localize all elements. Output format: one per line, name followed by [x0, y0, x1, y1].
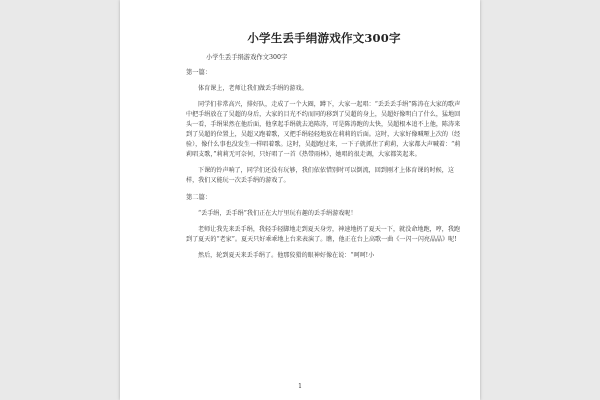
page-number: 1	[298, 383, 302, 390]
paragraph: 然后，轮到夏天来丢手绢了。他那狡猾的眼神好像在说：“呵呵!小	[198, 252, 375, 259]
paragraph: 体育课上，老师让我们做丢手绢的游戏。	[198, 85, 308, 92]
document-content	[186, 30, 462, 267]
document-subtitle: 小学生丢手绢游戏作文300字	[206, 54, 288, 61]
paragraph: 同学们非常高兴，排好队，走成了一个大圈，蹲下，大家一起唱：“丢丢丢手绢”陈涛在大家的歌声中把手绢放在了吴超的身后，大家的目光不约而同的移到了吴超的身上，吴超好像明白了什么，猛地回头一看，手绢果然在他后面，他拿起手绢就去追陈涛，可是陈涛跑的太快，吴超根本追不上他，陈涛来到了吴超的位置上，吴超又跑着歌，又把手绢轻轻地放在莉莉的后面。这时，大家好像喊哑上次的（经验），像什么事也没发生一样唱着歌。这时，吴超跑过来，一下子就抓住了莉莉，大家都大声喊着：“莉莉唱支歌，”莉莉无可奈何，只好唱了一首《热带雨林》，她唱的很走调，大家都笑起来。	[186, 101, 461, 158]
section1-heading: 第一篇：	[186, 69, 212, 76]
paragraph: 下课的铃声响了，同学们还没有玩够，我们依依惜别时可以倒流，回到刚才上体育课的时候，这样，我们又能玩一次丢手绢的游戏了。	[186, 167, 454, 184]
paragraph: 老师让我先来丢手绢，我轻手轻脚地走到夏天身旁，神速地扔了夏天一下，就没命地跑，哼，我跑到了夏天的“老家”。夏天只好乖乖地上台来表演了。瞧，他正在台上高歌一曲《一闪一闪亮晶晶》呢!	[186, 226, 461, 243]
document-page	[120, 0, 480, 400]
paragraph: “丢手绢，丢手绢”我们正在大厅里玩有趣的丢手绢游戏呢！	[198, 210, 357, 217]
document-title: 小学生丢手绢游戏作文300字	[247, 31, 401, 45]
section2-heading: 第二篇：	[186, 194, 212, 201]
